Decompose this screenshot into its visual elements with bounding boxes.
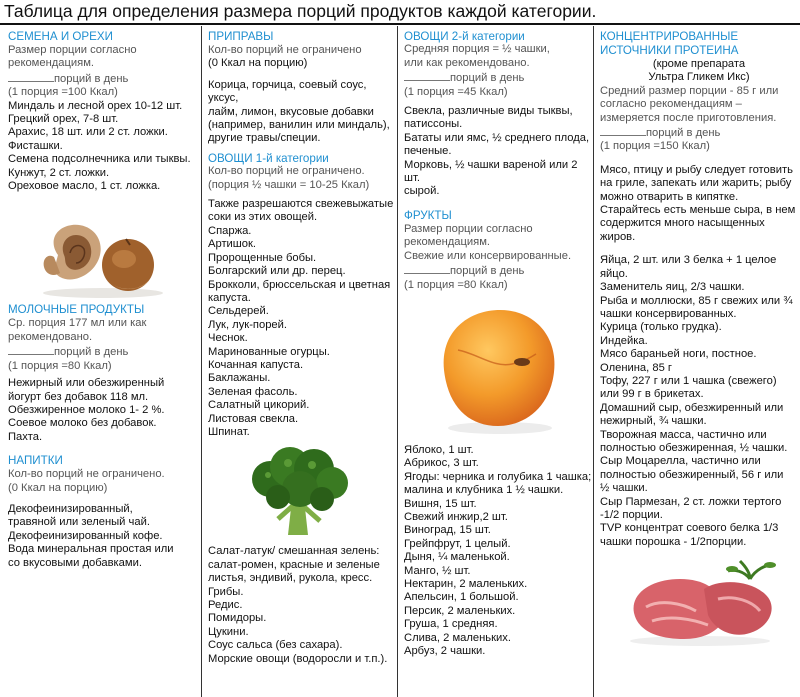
list-line: Манго, ½ шт. [404, 564, 471, 577]
broccoli-image [208, 439, 396, 539]
list-line: Семена подсолнечника или тыквы. [8, 153, 191, 166]
list-line: Яйца, 2 шт. или 3 белка + 1 целое [600, 254, 777, 267]
list-line: Оленина, 85 г [600, 361, 673, 374]
section-heading-seeds-nuts: СЕМЕНА И ОРЕХИ [8, 30, 113, 43]
list-line: Грецкий орех, 7-8 шт. [8, 113, 119, 126]
item-list [208, 545, 396, 666]
list-line: Сыр Моцарелла, частично или [600, 455, 761, 468]
list-line: Фисташки. [8, 139, 63, 152]
section-heading-drinks: НАПИТКИ [8, 454, 63, 468]
list-line: полностью обезжиренная, ½ чашки. [600, 441, 788, 454]
list-line: чашки порошка - 1/2порции. [600, 535, 747, 548]
list-line: Рыба и моллюски, 85 г свежих или ¾ [600, 294, 793, 307]
section-notes: Кол-во порций не ограничено [208, 44, 362, 56]
list-line: Грейпфрут, 1 целый. [404, 537, 511, 550]
list-line: Дыня, ¼ маленькой. [404, 551, 510, 564]
list-line: со вкусовыми добавками. [8, 556, 142, 569]
list-line: Заменитель яиц, 2/3 чашки. [600, 281, 745, 294]
list-line: Салат-латук/ смешанная зелень: [208, 545, 380, 558]
list-line: Абрикос, 3 шт. [404, 457, 479, 470]
list-line: Помидоры. [208, 612, 267, 625]
list-line: Корица, горчица, соевый соус, уксус, [208, 78, 367, 105]
list-line: Маринованные огурцы. [208, 345, 330, 358]
list-line: Тофу, 227 г или 1 чашка (свежего) [600, 374, 777, 387]
list-line: Чеснок. [208, 332, 248, 345]
list-line: Ягоды: черника и голубика 1 чашка; [404, 470, 592, 483]
list-line: Кунжут, 2 ст. ложки. [8, 166, 110, 179]
list-line: Виноград, 15 шт. [404, 524, 491, 537]
item-list [600, 254, 798, 549]
list-line: Декофеинизированный, [8, 502, 133, 515]
list-line: Вода минеральная простая или [8, 543, 174, 556]
list-line: Зеленая фасоль. [208, 385, 298, 398]
list-line: Старайтесь есть меньше сыра, в нем [600, 204, 796, 217]
list-line: йогурт без добавок 118 мл. [8, 390, 149, 403]
list-line: на гриле, запекать или жарить; рыбу [600, 177, 792, 190]
list-line: лайм, лимон, вкусовые добавки [208, 105, 374, 118]
list-line: можно отварить в кипятке. [600, 190, 739, 203]
list-line: Курица (только грудка). [600, 321, 722, 334]
list-line: TVP концентрат соевого белка 1/3 [600, 522, 779, 535]
nuts-image [8, 193, 200, 303]
list-line: Соус сальса (без сахара). [208, 639, 343, 652]
list-line: Груша, 1 средняя. [404, 618, 498, 631]
item-list [404, 105, 592, 199]
list-line: Слива, 2 маленьких. [404, 631, 511, 644]
section-heading-dairy: МОЛОЧНЫЕ ПРОДУКТЫ [8, 303, 145, 317]
list-line: Цукини. [208, 625, 249, 638]
list-line: Баклажаны. [208, 372, 271, 385]
list-line: Редис. [208, 599, 243, 611]
list-line: (например, ванилин или миндаль), [208, 119, 390, 132]
section-notes: Размер порции согласно рекомендациям. Свежие или консервированные. порций в день (1 порция =80 Ккал) [404, 222, 572, 291]
list-line: малина и клубника 1 ½ чашки. [404, 484, 564, 497]
list-line: нежирный, ¾ чашки. [600, 415, 707, 428]
column-divider [201, 26, 202, 697]
list-line: Кочанная капуста. [208, 358, 304, 371]
item-list [404, 444, 592, 659]
list-line: Арахис, 18 шт. или 2 ст. ложки. [8, 126, 168, 139]
section-notes: Ср. порция 177 мл или как рекомендовано. порций в день (1 порция =80 Ккал) [8, 317, 147, 372]
list-line: содержится много насыщенных [600, 217, 765, 230]
section-notes: Кол-во порций не ограничено. (0 Ккал на порцию) [8, 468, 165, 494]
column-divider [593, 26, 594, 697]
section-heading-protein: КОНЦЕНТРИРОВАННЫЕ ИСТОЧНИКИ ПРОТЕИНА [600, 30, 739, 57]
list-line: Морские овощи (водоросли и т.п.). [208, 652, 388, 665]
list-line: травяной или зеленый чай. [8, 516, 150, 529]
page-title: Таблица для определения размера порций продуктов каждой категории. [4, 1, 597, 21]
item-list [208, 79, 396, 146]
list-line: Также разрешаются свежевыжатые [208, 198, 394, 211]
column-divider [397, 26, 398, 697]
section-heading-vegetables-1: ОВОЩИ 1-й категории [208, 151, 329, 165]
list-line: капуста. [208, 291, 251, 304]
list-line: Арбуз, 2 чашки. [404, 645, 486, 657]
list-line: Пахта. [8, 430, 43, 443]
list-line: Шпинат. [208, 425, 250, 438]
title-rule [0, 23, 800, 25]
column-protein [600, 26, 798, 697]
list-line: Артишок. [208, 238, 257, 251]
list-line: полностью обезжиренный, 56 г или [600, 468, 784, 481]
list-line: Ореховое масло, 1 ст. ложка. [8, 180, 161, 193]
portion-text: (0 Ккал на порцию) [208, 57, 308, 70]
list-line: Индейка. [600, 334, 648, 347]
apricot-image [404, 292, 592, 440]
list-line: листья, эндивий, рукола, кресс. [208, 572, 373, 585]
section-subheading: (кроме препарата Ультра Гликем Икс) [648, 58, 750, 84]
item-list [8, 503, 200, 570]
column-veg2-fruits [404, 26, 592, 697]
list-line: Болгарский или др. перец. [208, 265, 346, 278]
list-line: -1/2 порции. [600, 509, 663, 521]
list-line: патиссоны. [404, 118, 463, 131]
list-line: Пророщенные бобы. [208, 251, 317, 264]
list-line: или 99 г в брикетах. [600, 388, 704, 401]
list-line: Вишня, 15 шт. [404, 497, 477, 510]
list-line: Мясо, птицу и рыбу следует готовить [600, 163, 793, 176]
list-line: Листовая свекла. [208, 412, 299, 425]
list-line: Мясо бараньей ноги, постное. [600, 348, 757, 361]
section-notes: Размер порции согласно рекомендациям. порций в день (1 порция =100 Ккал) [8, 44, 137, 99]
list-line: Лук, лук-порей. [208, 318, 287, 331]
item-list [8, 100, 200, 194]
list-line: Спаржа. [208, 224, 252, 237]
list-line: Нектарин, 2 маленьких. [404, 577, 528, 590]
list-line: Сыр Пармезан, 2 ст. ложки тертого [600, 495, 782, 508]
section-notes: Средняя порция = ½ чашки, или как рекомендовано. порций в день (1 порция =45 Ккал) [404, 43, 550, 98]
list-line: Салатный цикорий. [208, 399, 310, 412]
list-line: чашки консервированных. [600, 307, 737, 320]
list-line: другие травы/специи. [208, 132, 321, 145]
list-line: Морковь, ½ чашки вареной или 2 шт. [404, 158, 578, 185]
list-line: Бататы или ямс, ½ среднего плода, [404, 131, 590, 144]
list-line: печеные. [404, 145, 452, 158]
list-line: Свекла, различные виды тыквы, [404, 105, 573, 118]
intro-text [600, 164, 798, 244]
list-line: Брокколи, брюссельская и цветная [208, 278, 391, 291]
list-line: Грибы. [208, 585, 244, 598]
list-line: Сельдерей. [208, 305, 269, 318]
meat-image [600, 549, 798, 649]
list-line: Творожная масса, частично или [600, 428, 767, 441]
list-line: Свежий инжир,2 шт. [404, 510, 508, 523]
section-heading-fruits: ФРУКТЫ [404, 208, 452, 222]
list-line: Яблоко, 1 шт. [404, 443, 474, 456]
column-condiments-veg1 [208, 26, 396, 697]
list-line: Обезжиренное молоко 1- 2 %. [8, 403, 165, 416]
section-heading-vegetables-2: ОВОЩИ 2-й категории [404, 30, 525, 43]
list-line: Персик, 2 маленьких. [404, 604, 516, 617]
section-heading-condiments: ПРИПРАВЫ [208, 30, 274, 43]
section-notes: Кол-во порций не ограничено. (порция ½ чашки = 10-25 Ккал) [208, 165, 370, 191]
section-notes: Средний размер порции - 85 г или согласно рекомендациям – измеряется после приготовления. порций в день (1 порция =150 Ккал) [600, 84, 779, 153]
list-line: яйцо. [600, 267, 628, 280]
item-list [8, 377, 200, 444]
list-line: ½ чашки. [600, 482, 648, 495]
column-seeds-dairy-drinks [8, 26, 200, 697]
list-line: Апельсин, 1 большой. [404, 591, 519, 604]
list-line: салат-ромен, красные и зеленые [208, 558, 380, 571]
list-line: Соевое молоко без добавок. [8, 417, 157, 430]
list-line: Декофеинизированный кофе. [8, 529, 163, 542]
list-line: сырой. [404, 185, 440, 198]
list-line: Миндаль и лесной орех 10-12 шт. [8, 99, 183, 112]
item-list [208, 198, 396, 439]
list-line: Домашний сыр, обезжиренный или [600, 401, 784, 414]
list-line: Нежирный или обезжиренный [8, 377, 165, 390]
list-line: жиров. [600, 230, 636, 243]
list-line: соки из этих овощей. [208, 211, 318, 224]
